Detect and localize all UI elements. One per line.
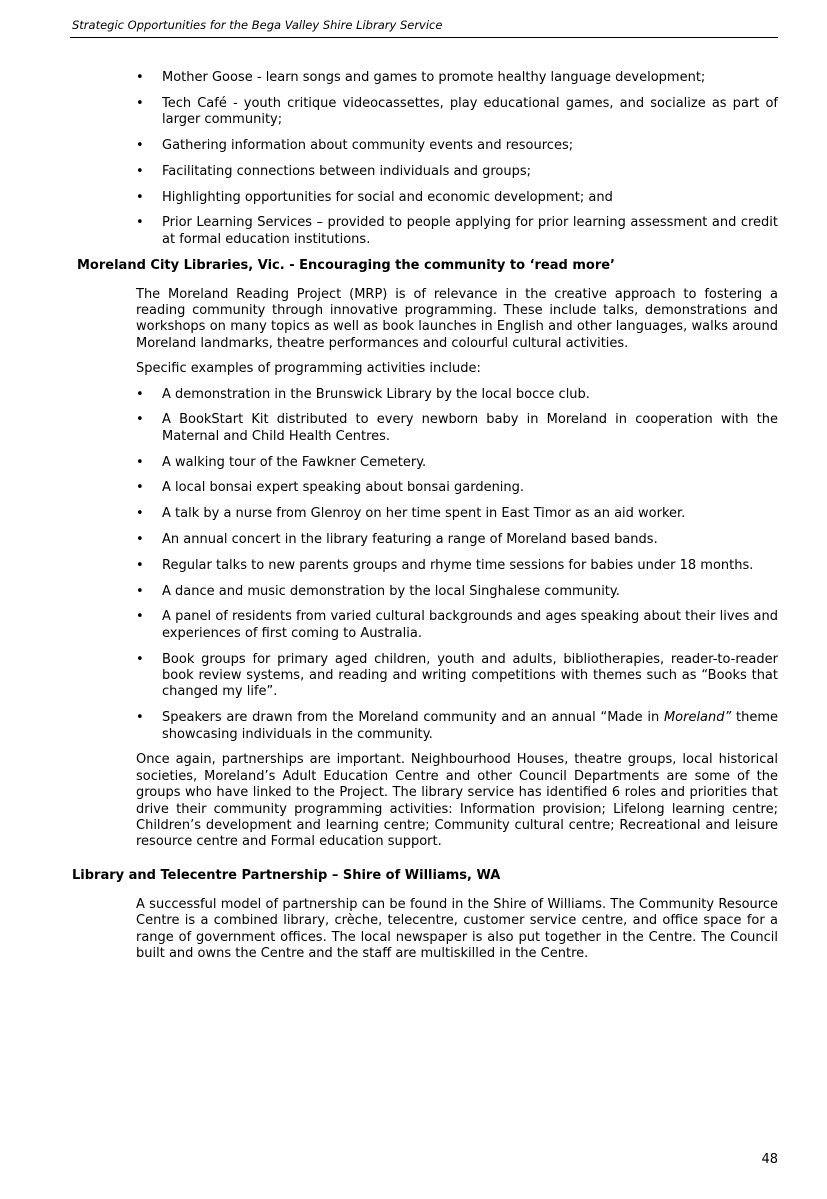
bullet-icon: • bbox=[136, 480, 144, 496]
bullet-icon: • bbox=[136, 583, 144, 599]
bullet-icon: • bbox=[136, 557, 144, 573]
examples-label: Specific examples of programming activities include: bbox=[136, 361, 481, 377]
list-item: • A dance and music demonstration by the local Singhalese community. bbox=[136, 583, 620, 599]
bullet-icon: • bbox=[136, 189, 144, 205]
moreland-closing-paragraph: Once again, partnerships are important. Neighbourhood Houses, theatre groups, local historical societies, Moreland’s Adult Education Centre and other Council Departments are some of the groups who have linked to the Project. The library service has identified 6 roles and priorities that drive their community programming activities: Information provision; Lifelong learning centre; Children’s development and learning centre; Community cultural centre; Recreational and leisure resource centre and Formal education support. bbox=[136, 752, 778, 850]
list-item: • Tech Café - youth critique videocassettes, play educational games, and socialize as part of larger community; bbox=[136, 95, 778, 128]
bullet-icon: • bbox=[136, 70, 144, 85]
moreland-intro-paragraph: The Moreland Reading Project (MRP) is of relevance in the creative approach to fostering a reading community through innovative programming. These include talks, demonstrations and workshops on many topics as well as book launches in English and other languages, walks around Moreland landmarks, theatre performances and colourful cultural activities. bbox=[136, 286, 778, 351]
list-item: • Prior Learning Services – provided to people applying for prior learning assessment and credit at formal education institutions. bbox=[136, 215, 778, 247]
bullet-icon: • bbox=[136, 609, 144, 625]
list-item: • A BookStart Kit distributed to every newborn baby in Moreland in cooperation with the Maternal and Child Health Centres. bbox=[136, 412, 778, 444]
list-item: • Gathering information about community events and resources; bbox=[136, 138, 574, 153]
top-bullet-list bbox=[0, 70, 827, 248]
bullet-icon: • bbox=[136, 215, 144, 231]
list-item: • A walking tour of the Fawkner Cemetery. bbox=[136, 454, 427, 470]
bullet-icon: • bbox=[136, 506, 144, 522]
list-item: • Highlighting opportunities for social and economic development; and bbox=[136, 189, 613, 205]
moreland-activities-list bbox=[0, 387, 827, 743]
section-heading-williams: Library and Telecentre Partnership – Shire of Williams, WA bbox=[72, 867, 501, 883]
list-item: • Speakers are drawn from the Moreland community and an annual “Made in Moreland” theme showcasing individuals in the community. bbox=[136, 710, 778, 742]
section-heading-moreland: Moreland City Libraries, Vic. - Encouraging the community to ‘read more’ bbox=[77, 257, 615, 273]
list-item: • Mother Goose - learn songs and games to promote healthy language development; bbox=[136, 70, 706, 85]
list-item: • An annual concert in the library featuring a range of Moreland based bands. bbox=[136, 532, 658, 548]
bullet-icon: • bbox=[136, 163, 144, 179]
bullet-icon: • bbox=[136, 138, 144, 153]
bullet-icon: • bbox=[136, 454, 144, 470]
bullet-icon: • bbox=[136, 386, 144, 402]
bullet-icon: • bbox=[136, 532, 144, 548]
bullet-icon: • bbox=[136, 710, 144, 726]
page-content bbox=[0, 70, 827, 971]
list-item: • A talk by a nurse from Glenroy on her time spent in East Timor as an aid worker. bbox=[136, 506, 686, 522]
list-item: • Facilitating connections between individuals and groups; bbox=[136, 163, 532, 179]
williams-paragraph: A successful model of partnership can be found in the Shire of Williams. The Community Resource Centre is a combined library, crèche, telecentre, customer service centre, and office space for a range of government offices. The local newspaper is also put together in the Centre. The Council built and owns the Centre and the staff are multiskilled in the Centre. bbox=[136, 896, 778, 962]
header-rule bbox=[70, 37, 778, 38]
list-item: • A local bonsai expert speaking about bonsai gardening. bbox=[136, 480, 525, 496]
list-item: • Regular talks to new parents groups and rhyme time sessions for babies under 18 months. bbox=[136, 557, 754, 573]
page-number: 48 bbox=[761, 1152, 778, 1167]
running-header: Strategic Opportunities for the Bega Valley Shire Library Service bbox=[72, 18, 443, 32]
bullet-icon: • bbox=[136, 651, 144, 667]
list-item: • Book groups for primary aged children, youth and adults, bibliotherapies, reader-to-reader book review systems, and reading and writing competitions with themes such as “Books that changed my life”. bbox=[136, 651, 778, 700]
list-item: • A demonstration in the Brunswick Library by the local bocce club. bbox=[136, 386, 590, 402]
bullet-icon: • bbox=[136, 95, 144, 111]
bullet-icon: • bbox=[136, 412, 144, 428]
list-item: • A panel of residents from varied cultural backgrounds and ages speaking about their lives and experiences of first coming to Australia. bbox=[136, 609, 778, 641]
